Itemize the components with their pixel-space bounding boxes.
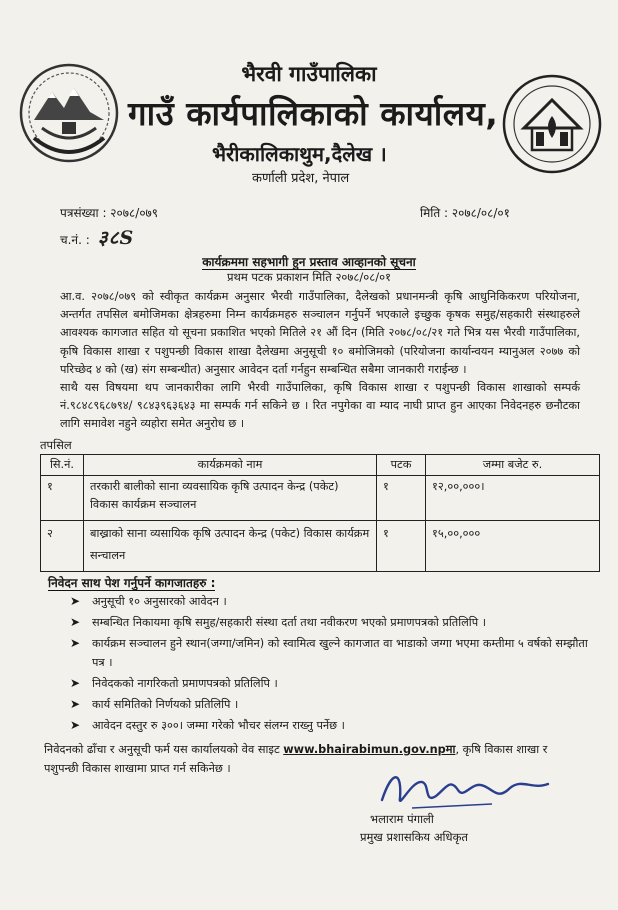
table-row [41,521,600,572]
publication-date: प्रथम पटक प्रकाशन मिति २०७८/०८/०१ [226,270,392,284]
office-address: भैरीकालिकाथुम,दैलेख । [212,142,387,166]
list-item [70,592,590,611]
table-row [41,476,600,521]
table-cell: १ [377,476,426,521]
table-cell: बाख्राको साना व्यसायिक कृषि उत्पादन केन्द्र (पकेट) विकास कार्यक्रम सन्चालन [84,521,377,572]
signature-mark [372,760,562,820]
signatory-name: भलाराम पंगाली [370,812,434,826]
table-cell: १ [377,521,426,572]
table-cell: २ [41,521,84,572]
notice-paragraph-1: आ.व. २०७८/०७९ को स्वीकृत कार्यक्रम अनुसार भैरवी गाउँपालिका, दैलेखको प्रधानमन्त्री कृषि आधुनिकिकरण परियोजना, अन्तर्गत तपसिल बमोजिमका क्षेत्रहरुमा निम्न कार्यक्रमहरु सञ्चालन गर्नुपर्ने भएकाले इच्छुक कृषक समुह/सहकारी संस्थाहरुले आवश्यक कागजात सहित यो सूचना प्रकाशित भएको मितिले २१ औं दिन (मिति २०७८/०८/२१ गते भित्र यस भैरवी गाउँपालिका, कृषि विकास शाखा र पशुपन्छी विकास शाखा दैलेखमा अनुसूची १० बमोजिमको (परियोजना कार्यान्वयन म्यानुअल २०७७ को परिच्छेद ४ को (ख) संग सम्बन्धीत) अनुसार आवेदन दर्ता गर्नहुन सम्बन्धित सबैमा जानकारी गराईन्छ । [60,290,580,376]
list-item [70,674,590,693]
table-header-row [41,455,600,476]
arrow-right-icon: ➤ [70,615,81,629]
arrow-right-icon: ➤ [70,636,81,650]
signatory-title: प्रमुख प्रशासकिय अधिकृत [360,830,468,844]
notice-title-text: कार्यक्रममा सहभागी हुन प्रस्ताव आव्हानको सूचना [202,255,416,269]
dispatch-number [60,224,134,250]
table-header-cell: सि.नं. [41,455,84,476]
table-header-cell: कार्यक्रमको नाम [84,455,377,476]
website-link[interactable]: www.bhairabimun.gov.npमा [283,743,456,756]
list-item-text: कार्यक्रम सञ्चालन हुने स्थान(जग्गा/जमिन) को स्वामित्व खुल्ने कागजात वा भाडाको जग्गा भएमा कम्तीमा ५ वर्षको सम्झौता पत्र । [92,637,588,669]
province-name: कर्णाली प्रदेश, नेपाल [252,171,350,186]
closing-text-after: , कृषि विकास शाखा र पशुपन्छी विकास शाखामा प्राप्त गर्न सकिनेछ । [44,743,548,775]
dispatch-value: ३८S [97,227,135,249]
table-cell: १ [41,476,84,521]
list-item-text: सम्बन्धित निकायमा कृषि समुह/सहकारी संस्था दर्ता तथा नवीकरण भएको प्रमाणपत्रको प्रतिलिपि । [92,616,487,629]
documents-heading [48,574,215,591]
table-header-cell: पटक [377,455,426,476]
arrow-right-icon: ➤ [70,718,81,732]
list-item-text: आवेदन दस्तुर रु ३००। जम्मा गरेको भौचर संलग्न राख्नु पर्नेछ । [92,719,345,732]
letter-date: मिति : २०७८/०८/०१ [420,206,510,220]
list-item [70,613,590,632]
table-caption: तपसिल [40,438,72,452]
arrow-right-icon: ➤ [70,697,81,711]
notice-title [0,253,618,270]
arrow-right-icon: ➤ [70,676,81,690]
reference-number: पत्रसंख्या : २०७८/०७९ [60,206,159,220]
list-item-text: कार्य समितिको निर्णयको प्रतिलिपि । [92,698,239,711]
documents-heading-text: निवेदन साथ पेश गर्नुपर्ने कागजातहरु : [48,576,216,590]
list-item [70,634,590,672]
org-name: भैरवी गाउँपालिका [241,62,377,86]
list-item-text: निवेदकको नागरिकतो प्रमाणपत्रको प्रतिलिपि । [92,677,278,690]
arrow-right-icon: ➤ [70,594,81,608]
table-header-cell: जम्मा बजेट रु. [426,455,600,476]
table-cell: १२,००,०००। [426,476,600,521]
dispatch-label: च.नं. : [60,233,90,247]
office-title: गाउँ कार्यपालिकाको कार्यालय, [128,94,499,133]
documents-list [70,592,590,737]
list-item [70,716,590,735]
closing-text-before: निवेदनको ढाँचा र अनुसूची फर्म यस कार्यालयको वेव साइट [44,743,284,756]
municipality-logo-icon [500,72,604,176]
list-item-text: अनुसूची १० अनुसारको आवेदन । [92,595,227,608]
table-cell: तरकारी बालीको साना व्यवसायिक कृषि उत्पादन केन्द्र (पकेट) विकास कार्यक्रम सञ्चालन [84,476,377,521]
program-table [40,454,600,572]
table-cell: १५,००,००० [426,521,600,572]
notice-body [60,288,580,434]
notice-paragraph-2: साथै यस विषयमा थप जानकारीका लागि भैरवी गाउँपालिका, कृषि विकास शाखा र पशुपन्छी विकास शाखाको सम्पर्क नं.९८४८९६८७९४/ ९८४३९६३६४३ मा सम्पर्क गर्न सकिने छ । रित नपुगेका वा म्याद नाघी प्राप्त हुन आएका निवेदनहरु छनौटका लागि समावेश नहुने व्यहोरा समेत अनुरोध छ । [60,381,580,431]
list-item [70,695,590,714]
